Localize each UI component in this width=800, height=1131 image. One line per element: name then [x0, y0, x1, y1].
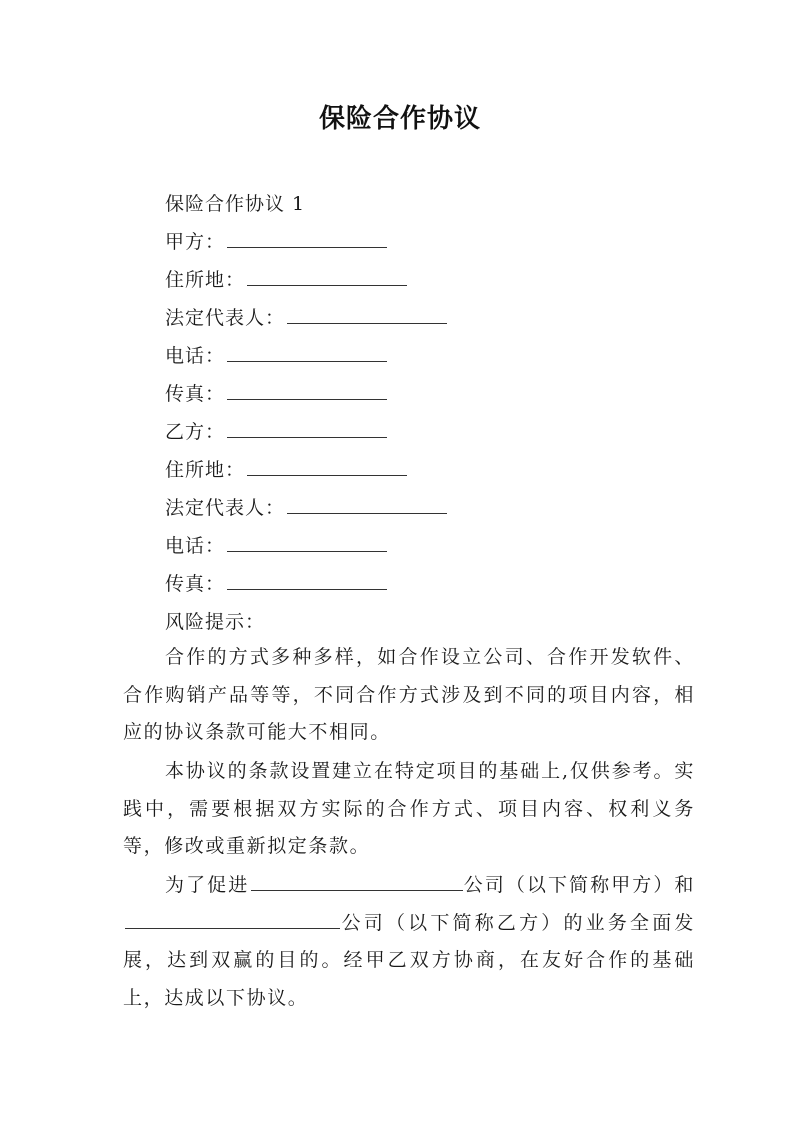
intro-text-2: 公司（以下简称甲方）和	[463, 874, 695, 896]
risk-heading: 风险提示：	[165, 611, 266, 633]
party-b-name-line	[165, 419, 387, 445]
intro-text-1: 为了促进	[165, 874, 250, 896]
party-a-company-blank[interactable]	[251, 872, 463, 891]
party-a-name-label: 甲方：	[165, 231, 226, 253]
party-b-fax-line	[165, 571, 387, 597]
party-a-fax-blank[interactable]	[227, 381, 387, 400]
party-a-phone-blank[interactable]	[227, 343, 387, 362]
intro-text-3: 公司（以下简称乙方）的业务全面发展，达到双赢的目的。经甲乙双方协商，在友好合作的基础上，达成以下协议。	[123, 911, 695, 1009]
party-a-representative-label: 法定代表人：	[165, 307, 286, 329]
party-a-representative-blank[interactable]	[287, 305, 447, 324]
party-b-fax-blank[interactable]	[227, 571, 387, 590]
party-a-address-blank[interactable]	[247, 267, 407, 286]
agreement-subtitle: 保险合作协议 1	[165, 193, 306, 215]
intro-paragraph	[123, 867, 695, 1017]
party-a-name-blank[interactable]	[227, 229, 387, 248]
party-b-name-blank[interactable]	[227, 419, 387, 438]
risk-paragraph-2: 本协议的条款设置建立在特定项目的基础上,仅供参考。实践中，需要根据双方实际的合作方式、项目内容、权利义务等，修改或重新拟定条款。	[123, 760, 695, 857]
party-b-name-label: 乙方：	[165, 421, 226, 443]
party-a-address-label: 住所地：	[165, 269, 246, 291]
party-a-representative-line	[165, 305, 447, 331]
party-a-address-line	[165, 267, 407, 293]
party-a-fax-line	[165, 381, 387, 407]
party-a-fax-label: 传真：	[165, 383, 226, 405]
risk-paragraph-1: 合作的方式多种多样，如合作设立公司、合作开发软件、合作购销产品等等，不同合作方式涉及到不同的项目内容，相应的协议条款可能大不相同。	[123, 646, 695, 743]
party-b-address-blank[interactable]	[247, 457, 407, 476]
party-b-phone-line	[165, 533, 387, 559]
party-b-representative-line	[165, 495, 447, 521]
party-b-representative-blank[interactable]	[287, 495, 447, 514]
party-a-name-line	[165, 229, 387, 255]
document-title: 保险合作协议	[318, 104, 481, 134]
party-b-address-label: 住所地：	[165, 459, 246, 481]
party-b-address-line	[165, 457, 407, 483]
party-b-phone-blank[interactable]	[227, 533, 387, 552]
party-a-phone-label: 电话：	[165, 345, 226, 367]
party-b-phone-label: 电话：	[165, 535, 226, 557]
party-b-fax-label: 传真：	[165, 573, 226, 595]
party-a-phone-line	[165, 343, 387, 369]
party-b-representative-label: 法定代表人：	[165, 497, 286, 519]
party-b-company-blank[interactable]	[125, 910, 340, 929]
